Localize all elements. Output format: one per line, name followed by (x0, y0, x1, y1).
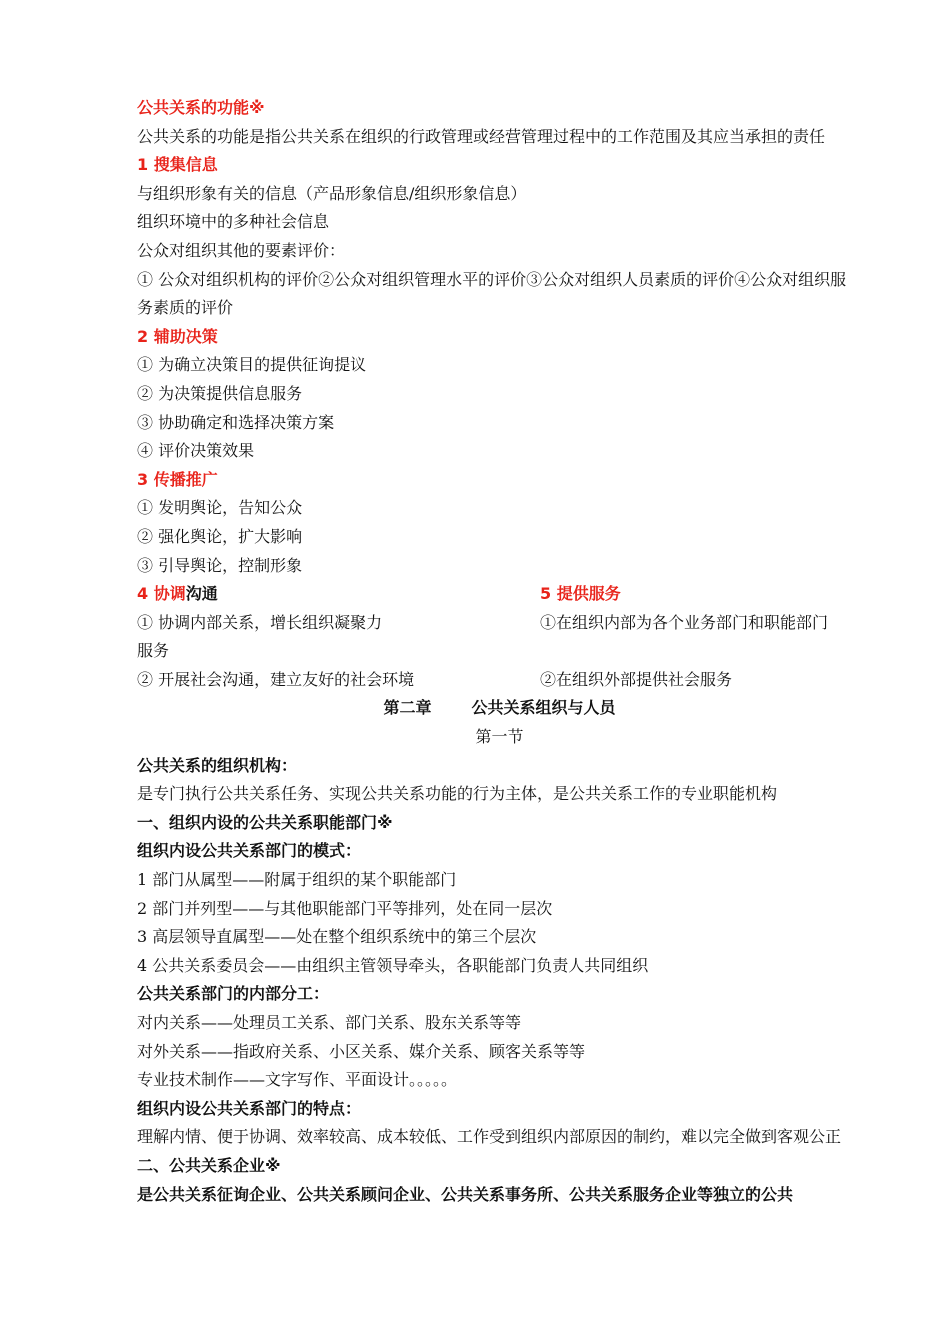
item5-line: ②在组织外部提供社会服务 (540, 669, 733, 689)
item5-line: ①在组织内部为各个业务部门和职能部门 (540, 612, 829, 632)
item1-line: 公众对组织其他的要素评价： (137, 240, 346, 260)
item4-heading (137, 584, 218, 603)
item4-heading-red: 4 协调 (137, 584, 186, 604)
item3-line: ③ 引导舆论，控制形象 (137, 555, 303, 575)
item2-heading: 2 辅助决策 (137, 326, 218, 346)
item2-line: ③ 协助确定和选择决策方案 (137, 412, 335, 432)
chapter-name: 公共关系组织与人员 (471, 698, 616, 718)
item1-heading: 1 搜集信息 (137, 155, 218, 175)
division-item: 专业技术制作——文字写作、平面设计。。。。。 (137, 1070, 458, 1090)
item1-line: ① 公众对组织机构的评价②公众对组织管理水平的评价③公众对组织人员素质的评价④公众对组织服务素质的评价 (137, 269, 847, 318)
section-label: 第一节 (475, 727, 524, 747)
part2-heading: 二、公共关系企业※ (137, 1155, 281, 1175)
org-heading: 公共关系的组织机构： (137, 755, 298, 775)
item1-line: 组织环境中的多种社会信息 (137, 212, 330, 232)
item4-5-line-row (137, 609, 862, 638)
org-definition: 是专门执行公共关系任务、实现公共关系功能的行为主体，是公共关系工作的专业职能机构 (137, 784, 778, 804)
item3-heading: 3 传播推广 (137, 469, 218, 489)
chapter-title (137, 694, 862, 723)
item4-5-line-row (137, 666, 862, 695)
part1-heading: 一、组织内设的公共关系职能部门※ (137, 812, 393, 832)
mode-item: 4 公共关系委员会——由组织主管领导牵头，各职能部门负责人共同组织 (137, 955, 649, 975)
item5-heading: 5 提供服务 (540, 584, 621, 604)
modes-heading: 组织内设公共关系部门的模式： (137, 841, 362, 861)
item4-line: ① 协调内部关系，增长组织凝聚力 (137, 612, 383, 632)
division-heading: 公共关系部门的内部分工： (137, 984, 330, 1004)
item4-line: ② 开展社会沟通，建立友好的社会环境 (137, 669, 415, 689)
section-heading: 公共关系的功能※ (137, 98, 265, 117)
chapter-label: 第二章 (383, 698, 432, 718)
item3-line: ① 发明舆论，告知公众 (137, 498, 303, 518)
mode-item: 2 部门并列型——与其他职能部门平等排列，处在同一层次 (137, 898, 553, 918)
item3-line: ② 强化舆论，扩大影响 (137, 526, 303, 546)
division-item: 对内关系——处理员工关系、部门关系、股东关系等等 (137, 1013, 522, 1032)
mode-item: 1 部门从属型——附属于组织的某个职能部门 (137, 870, 457, 890)
features-heading: 组织内设公共关系部门的特点： (137, 1098, 362, 1118)
item2-line: ② 为决策提供信息服务 (137, 383, 303, 403)
item2-line: ① 为确立决策目的提供征询提议 (137, 355, 367, 375)
item5-line-continued: 服务 (137, 641, 170, 661)
part2-text: 是公共关系征询企业、公共关系顾问企业、公共关系事务所、公共关系服务企业等独立的公共 (137, 1184, 794, 1204)
item4-heading-black: 沟通 (185, 584, 218, 604)
item1-line: 与组织形象有关的信息（产品形象信息/组织形象信息） (137, 183, 527, 203)
division-item: 对外关系——指政府关系、小区关系、媒介关系、顾客关系等等 (137, 1041, 586, 1061)
definition-paragraph: 公共关系的功能是指公共关系在组织的行政管理或经营管理过程中的工作范围及其应当承担的责任 (137, 126, 826, 146)
item4-5-heading-row (137, 580, 862, 609)
mode-item: 3 高层领导直属型——处在整个组织系统中的第三个层次 (137, 927, 537, 947)
document-page (137, 94, 862, 1209)
item2-line: ④ 评价决策效果 (137, 441, 255, 461)
features-text: 理解内情、便于协调、效率较高、成本较低、工作受到组织内部原因的制约，难以完全做到客观公正 (137, 1127, 842, 1147)
